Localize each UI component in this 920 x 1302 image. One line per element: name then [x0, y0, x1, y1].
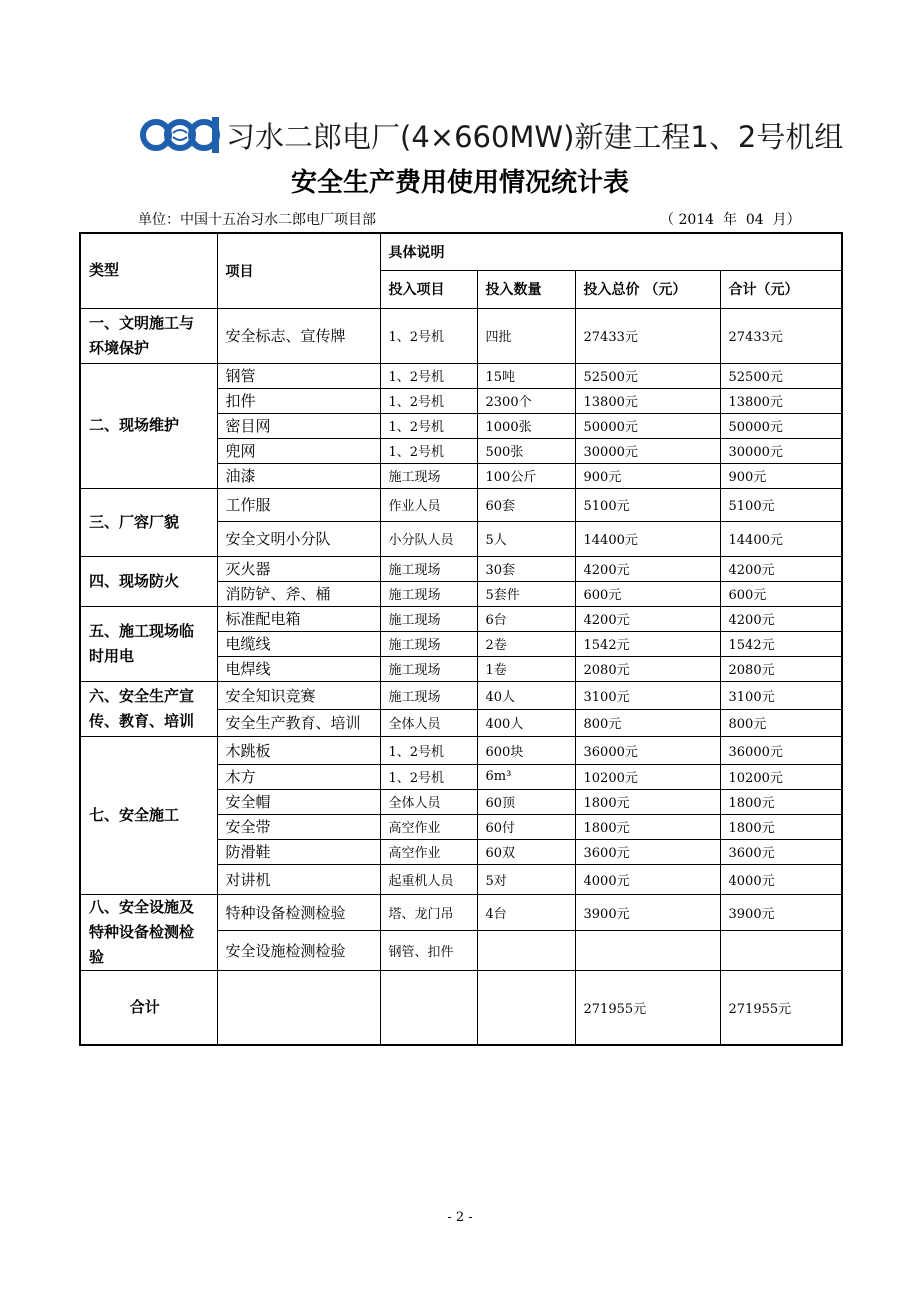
row-price: 5100元 — [575, 488, 720, 521]
row-item: 安全知识竞赛 — [217, 681, 380, 709]
row-sum: 1542元 — [720, 631, 842, 656]
row-price: 1800元 — [575, 789, 720, 814]
row-invest: 1、2号机 — [380, 308, 477, 363]
row-sum: 50000元 — [720, 413, 842, 438]
row-item: 安全帽 — [217, 789, 380, 814]
row-sum: 900元 — [720, 463, 842, 488]
row-invest: 钢管、扣件 — [380, 930, 477, 970]
row-sum: 13800元 — [720, 388, 842, 413]
row-price: 1542元 — [575, 631, 720, 656]
row-invest: 全体人员 — [380, 789, 477, 814]
row-invest: 1、2号机 — [380, 736, 477, 764]
group-type: 八、安全设施及特种设备检测检验 — [80, 894, 217, 970]
row-item: 电焊线 — [217, 656, 380, 681]
header-quantity: 投入数量 — [477, 270, 575, 308]
row-qty: 400人 — [477, 709, 575, 736]
row-qty: 40人 — [477, 681, 575, 709]
group-type: 三、厂容厂貌 — [80, 488, 217, 556]
row-sum: 1800元 — [720, 789, 842, 814]
row-invest: 高空作业 — [380, 839, 477, 864]
row-item: 防滑鞋 — [217, 839, 380, 864]
row-item: 电缆线 — [217, 631, 380, 656]
row-item: 工作服 — [217, 488, 380, 521]
table-row — [80, 308, 842, 363]
row-qty: 5套件 — [477, 581, 575, 606]
cooec-logo — [140, 113, 220, 157]
total-row — [80, 970, 842, 1045]
row-item: 密目网 — [217, 413, 380, 438]
row-price — [575, 930, 720, 970]
row-qty: 5人 — [477, 521, 575, 556]
row-price: 4200元 — [575, 606, 720, 631]
row-price: 13800元 — [575, 388, 720, 413]
row-price: 600元 — [575, 581, 720, 606]
row-invest: 1、2号机 — [380, 388, 477, 413]
row-qty: 6台 — [477, 606, 575, 631]
row-sum: 5100元 — [720, 488, 842, 521]
row-item: 扣件 — [217, 388, 380, 413]
row-sum: 3600元 — [720, 839, 842, 864]
row-invest: 施工现场 — [380, 581, 477, 606]
row-qty: 四批 — [477, 308, 575, 363]
row-item: 消防铲、斧、桶 — [217, 581, 380, 606]
safety-cost-table — [79, 232, 843, 1046]
row-item: 安全生产教育、培训 — [217, 709, 380, 736]
row-item: 钢管 — [217, 363, 380, 388]
row-invest: 施工现场 — [380, 463, 477, 488]
header-sum: 合计（元） — [720, 270, 842, 308]
row-sum: 4200元 — [720, 556, 842, 581]
document-header — [140, 112, 843, 158]
row-qty: 60顶 — [477, 789, 575, 814]
table-row — [80, 488, 842, 521]
row-price: 3900元 — [575, 894, 720, 930]
row-sum: 36000元 — [720, 736, 842, 764]
date-label: （ 2014 年 04 月） — [660, 212, 801, 228]
row-item: 标准配电箱 — [217, 606, 380, 631]
row-sum — [720, 930, 842, 970]
unit-label: 单位：中国十五冶习水二郎电厂项目部 — [138, 212, 376, 228]
row-invest: 塔、龙门吊 — [380, 894, 477, 930]
row-qty: 60付 — [477, 814, 575, 839]
row-qty: 6m³ — [477, 764, 575, 789]
table-row — [80, 681, 842, 709]
row-sum: 30000元 — [720, 438, 842, 463]
project-title: 习水二郎电厂(4×660MW)新建工程1、2号机组 — [226, 119, 844, 154]
row-qty: 1卷 — [477, 656, 575, 681]
table-row — [80, 736, 842, 764]
row-price: 14400元 — [575, 521, 720, 556]
row-sum: 4200元 — [720, 606, 842, 631]
row-invest: 施工现场 — [380, 656, 477, 681]
row-item: 对讲机 — [217, 864, 380, 894]
row-price: 4200元 — [575, 556, 720, 581]
group-type: 四、现场防火 — [80, 556, 217, 606]
group-type: 一、文明施工与环境保护 — [80, 308, 217, 363]
row-price: 10200元 — [575, 764, 720, 789]
row-invest: 1、2号机 — [380, 363, 477, 388]
header-detail: 具体说明 — [380, 233, 842, 270]
group-type: 二、现场维护 — [80, 363, 217, 488]
row-invest: 1、2号机 — [380, 413, 477, 438]
row-sum: 14400元 — [720, 521, 842, 556]
total-item-empty — [217, 970, 380, 1045]
row-qty: 4台 — [477, 894, 575, 930]
row-item: 木方 — [217, 764, 380, 789]
row-invest: 起重机人员 — [380, 864, 477, 894]
row-sum: 1800元 — [720, 814, 842, 839]
table-row — [80, 556, 842, 581]
row-item: 安全标志、宣传牌 — [217, 308, 380, 363]
row-price: 900元 — [575, 463, 720, 488]
row-sum: 52500元 — [720, 363, 842, 388]
row-qty: 5对 — [477, 864, 575, 894]
row-qty: 60双 — [477, 839, 575, 864]
row-qty: 1000张 — [477, 413, 575, 438]
total-sum: 271955元 — [720, 970, 842, 1045]
row-sum: 600元 — [720, 581, 842, 606]
row-sum: 2080元 — [720, 656, 842, 681]
document-title: 安全生产费用使用情况统计表 — [290, 168, 629, 198]
table-row — [80, 894, 842, 930]
row-sum: 27433元 — [720, 308, 842, 363]
row-sum: 10200元 — [720, 764, 842, 789]
row-invest: 全体人员 — [380, 709, 477, 736]
row-qty: 100公斤 — [477, 463, 575, 488]
row-item: 木跳板 — [217, 736, 380, 764]
header-type: 类型 — [80, 233, 217, 308]
row-price: 2080元 — [575, 656, 720, 681]
row-item: 灭火器 — [217, 556, 380, 581]
row-price: 30000元 — [575, 438, 720, 463]
row-qty — [477, 930, 575, 970]
total-price: 271955元 — [575, 970, 720, 1045]
row-sum: 3100元 — [720, 681, 842, 709]
header-total-price: 投入总价 （元） — [575, 270, 720, 308]
row-invest: 施工现场 — [380, 556, 477, 581]
row-qty: 60套 — [477, 488, 575, 521]
row-invest: 施工现场 — [380, 681, 477, 709]
row-qty: 600块 — [477, 736, 575, 764]
row-price: 36000元 — [575, 736, 720, 764]
row-price: 50000元 — [575, 413, 720, 438]
row-invest: 施工现场 — [380, 631, 477, 656]
row-price: 52500元 — [575, 363, 720, 388]
row-qty: 2卷 — [477, 631, 575, 656]
row-item: 安全设施检测检验 — [217, 930, 380, 970]
row-sum: 800元 — [720, 709, 842, 736]
header-invest-item: 投入项目 — [380, 270, 477, 308]
table-row — [80, 363, 842, 388]
page-number: - 2 - — [447, 1210, 473, 1225]
row-item: 油漆 — [217, 463, 380, 488]
total-qty-empty — [477, 970, 575, 1045]
row-qty: 30套 — [477, 556, 575, 581]
row-invest: 1、2号机 — [380, 764, 477, 789]
row-sum: 4000元 — [720, 864, 842, 894]
row-price: 1800元 — [575, 814, 720, 839]
row-invest: 施工现场 — [380, 606, 477, 631]
row-invest: 高空作业 — [380, 814, 477, 839]
row-price: 3100元 — [575, 681, 720, 709]
row-price: 800元 — [575, 709, 720, 736]
row-item: 安全文明小分队 — [217, 521, 380, 556]
group-type: 七、安全施工 — [80, 736, 217, 894]
row-item: 特种设备检测检验 — [217, 894, 380, 930]
row-qty: 500张 — [477, 438, 575, 463]
row-invest: 1、2号机 — [380, 438, 477, 463]
header-item: 项目 — [217, 233, 380, 308]
total-invest-empty — [380, 970, 477, 1045]
row-price: 27433元 — [575, 308, 720, 363]
group-type: 五、施工现场临时用电 — [80, 606, 217, 681]
row-invest: 小分队人员 — [380, 521, 477, 556]
total-label: 合计 — [80, 970, 217, 1045]
row-sum: 3900元 — [720, 894, 842, 930]
group-type: 六、安全生产宣传、教育、培训 — [80, 681, 217, 736]
row-price: 4000元 — [575, 864, 720, 894]
row-qty: 2300个 — [477, 388, 575, 413]
table-row — [80, 606, 842, 631]
row-price: 3600元 — [575, 839, 720, 864]
row-item: 安全带 — [217, 814, 380, 839]
row-invest: 作业人员 — [380, 488, 477, 521]
row-item: 兜网 — [217, 438, 380, 463]
row-qty: 15吨 — [477, 363, 575, 388]
